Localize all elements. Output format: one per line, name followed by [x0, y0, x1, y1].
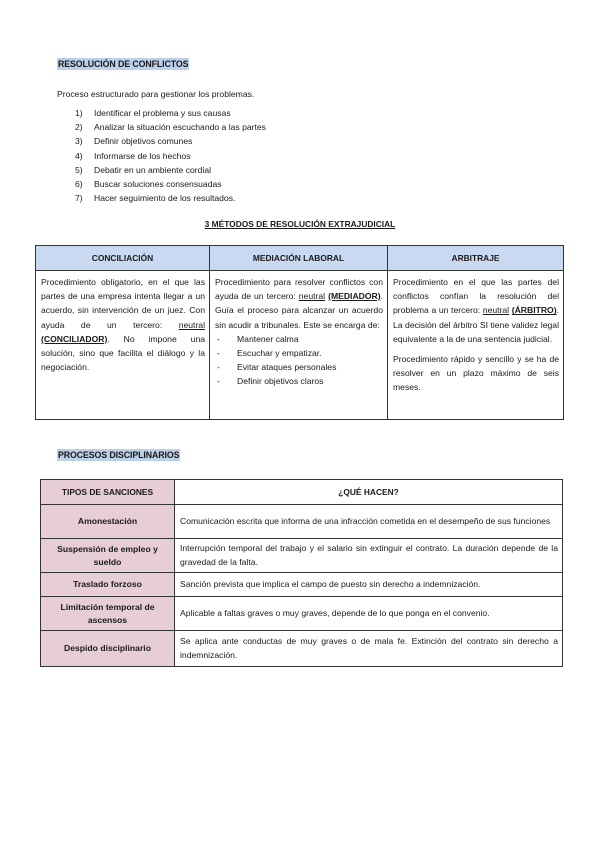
list-item	[215, 346, 383, 360]
step-text: Debatir en un ambiente cordial	[94, 164, 212, 175]
sanction-desc: Interrupción temporal del trabajo y el salario sin extinguir el contrato. La duración depende de la gravedad de la falta.	[175, 539, 563, 573]
table-row	[41, 573, 563, 597]
sanction-label: Suspensión de empleo y sueldo	[41, 539, 175, 573]
step-text: Buscar soluciones consensuadas	[94, 178, 222, 189]
header-que-hacen: ¿QUÉ HACEN?	[175, 480, 563, 505]
conciliacion-text-b: . No impone una solución, sino que facilita el diálogo y la negociación.	[41, 333, 205, 373]
list-item	[215, 374, 383, 388]
step-number: 6)	[75, 178, 83, 189]
list-item	[75, 163, 266, 177]
header-mediacion: MEDIACIÓN LABORAL	[210, 246, 388, 271]
header-arbitraje: ARBITRAJE	[388, 246, 564, 271]
list-item	[215, 360, 383, 374]
arbitraje-text-c: Procedimiento rápido y sencillo y se ha de resolver en un plazo máximo de seis meses.	[393, 354, 559, 393]
sanction-label: Limitación temporal de ascensos	[41, 597, 175, 631]
header-conciliacion: CONCILIACIÓN	[36, 246, 210, 271]
role-arbitro: (ÁRBITRO)	[511, 305, 557, 316]
step-text: Hacer seguimiento de los resultados.	[94, 193, 236, 204]
sanction-label: Amonestación	[41, 505, 175, 539]
sanction-desc: Comunicación escrita que informa de una infracción cometida en el desempeño de sus funciones	[175, 505, 563, 539]
mediacion-bullets	[215, 332, 383, 389]
sanction-label: Despido disciplinario	[41, 631, 175, 667]
list-item	[75, 149, 266, 163]
step-number: 1)	[75, 108, 83, 118]
dash: -	[217, 333, 220, 344]
neutral-term: neutral	[178, 319, 205, 330]
dash: -	[217, 348, 220, 359]
table-row	[41, 539, 563, 573]
neutral-term: neutral	[298, 291, 326, 302]
step-number: 7)	[75, 193, 83, 204]
step-number: 5)	[75, 164, 83, 175]
list-item	[75, 134, 266, 148]
section-title-disciplinarios: PROCESOS DISCIPLINARIOS	[58, 450, 180, 460]
step-number: 3)	[75, 136, 83, 147]
dash: -	[217, 362, 220, 373]
arbitraje-text: Procedimiento en el que las partes del conflictos confían la resolución del problema a un tercero:	[393, 277, 559, 316]
cell-arbitraje	[388, 271, 564, 420]
sanction-label: Traslado forzoso	[41, 573, 175, 597]
role-conciliador: (CONCILIADOR)	[41, 333, 108, 344]
table-row	[41, 505, 563, 539]
mediacion-text-b: . Guía el proceso para alcanzar un acuerdo sin acudir a tribunales. Este se encarga de:	[215, 291, 383, 330]
bullet-text: Evitar ataques personales	[237, 362, 337, 373]
methods-title: 3 MÉTODOS DE RESOLUCIÓN EXTRAJUDICIAL	[204, 219, 396, 229]
steps-list	[75, 106, 266, 205]
cell-conciliacion	[36, 271, 210, 420]
table-row	[41, 597, 563, 631]
bullet-text: Mantener calma	[237, 333, 299, 344]
role-mediador: (MEDIADOR)	[328, 291, 381, 302]
table-row	[41, 631, 563, 667]
step-text: Informarse de los hechos	[94, 150, 191, 161]
list-item	[75, 177, 266, 191]
step-text: Analizar la situación escuchando a las partes	[94, 122, 266, 133]
sanction-desc: Sanción prevista que implica el campo de puesto sin derecho a indemnización.	[175, 573, 563, 597]
cell-mediacion	[210, 271, 388, 420]
step-number: 2)	[75, 122, 83, 133]
sanction-desc: Aplicable a faltas graves o muy graves, depende de lo que ponga en el convenio.	[175, 597, 563, 631]
mediacion-text: Procedimiento para resolver conflictos con ayuda de un tercero:	[215, 277, 383, 302]
list-item	[75, 106, 266, 120]
bullet-text: Definir objetivos claros	[237, 376, 324, 387]
bullet-text: Escuchar y empatizar.	[237, 348, 322, 359]
list-item	[75, 120, 266, 134]
conciliacion-text: Procedimiento obligatorio, en el que las partes de una empresa intenta llegar a un acuerdo, sin intervención de un juez. Con ayuda de un tercero:	[41, 277, 205, 330]
dash: -	[217, 376, 220, 387]
neutral-term: neutral	[482, 305, 510, 316]
list-item	[75, 191, 266, 205]
step-text: Identificar el problema y sus causas	[94, 108, 231, 118]
arbitraje-text-b: . La decisión del árbitro SI tiene validez legal equivalente a la de una sentencia judicial.	[393, 305, 559, 344]
step-number: 4)	[75, 150, 83, 161]
intro-text: Proceso estructurado para gestionar los problemas.	[57, 89, 255, 99]
section-title-resolucion: RESOLUCIÓN DE CONFLICTOS	[58, 59, 189, 69]
methods-table	[35, 245, 564, 420]
sanction-desc: Se aplica ante conductas de muy graves o de mala fe. Extinción del contrato sin derecho a indemnización.	[175, 631, 563, 667]
header-tipos: TIPOS DE SANCIONES	[41, 480, 175, 505]
sanctions-table	[40, 479, 563, 667]
list-item	[215, 332, 383, 346]
step-text: Definir objetivos comunes	[94, 136, 193, 147]
